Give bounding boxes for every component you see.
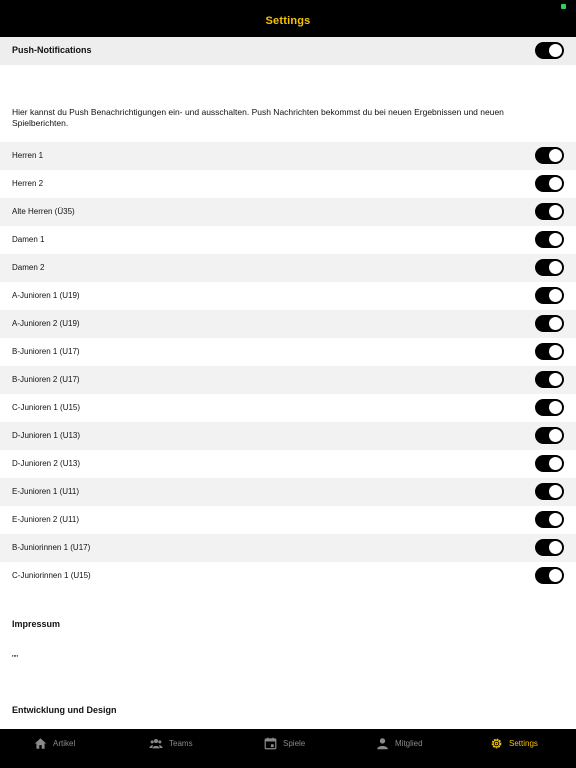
team-row bbox=[0, 394, 576, 422]
team-row bbox=[0, 366, 576, 394]
team-row bbox=[0, 226, 576, 254]
team-row bbox=[0, 478, 576, 506]
nav-bar bbox=[0, 0, 576, 37]
team-row bbox=[0, 254, 576, 282]
team-row bbox=[0, 422, 576, 450]
team-notification-toggle[interactable] bbox=[535, 427, 564, 444]
home-icon bbox=[34, 737, 47, 750]
person-icon bbox=[376, 737, 389, 750]
tab-artikel-label: Artikel bbox=[53, 738, 76, 748]
impressum-section bbox=[0, 590, 576, 729]
tab-mitglied[interactable] bbox=[376, 729, 423, 757]
team-notification-toggle[interactable] bbox=[535, 315, 564, 332]
team-toggle-list bbox=[0, 142, 576, 590]
team-notification-toggle[interactable] bbox=[535, 511, 564, 528]
team-row bbox=[0, 198, 576, 226]
team-row bbox=[0, 562, 576, 590]
team-row bbox=[0, 310, 576, 338]
battery-icon bbox=[561, 4, 566, 9]
tab-spiele-label: Spiele bbox=[283, 738, 306, 748]
tab-settings-label: Settings bbox=[509, 738, 538, 748]
team-notification-toggle[interactable] bbox=[535, 287, 564, 304]
team-notification-toggle[interactable] bbox=[535, 567, 564, 584]
development-title: Entwicklung und Design bbox=[12, 705, 117, 715]
tab-artikel[interactable] bbox=[34, 729, 75, 757]
tab-teams[interactable] bbox=[149, 729, 193, 757]
team-notification-toggle[interactable] bbox=[535, 343, 564, 360]
team-label: B-Junioren 1 (U17) bbox=[12, 347, 80, 356]
page-title: Settings bbox=[265, 15, 311, 27]
impressum-body: "" bbox=[12, 653, 19, 663]
push-description-text: Hier kannst du Push Benachrichtigungen ein- und ausschalten. Push Nachrichten bekommst du bei neuen Ergebnissen und neuen Spielberichten. bbox=[12, 107, 504, 128]
team-row bbox=[0, 338, 576, 366]
team-label: B-Juniorinnen 1 (U17) bbox=[12, 543, 91, 552]
team-row bbox=[0, 142, 576, 170]
push-notifications-toggle[interactable] bbox=[535, 42, 564, 59]
settings-scroll-view[interactable] bbox=[0, 37, 576, 729]
team-notification-toggle[interactable] bbox=[535, 371, 564, 388]
push-notifications-label: Push-Notifications bbox=[12, 45, 92, 55]
team-label: E-Junioren 2 (U11) bbox=[12, 515, 79, 524]
push-notifications-row bbox=[0, 37, 576, 65]
team-label: Damen 2 bbox=[12, 263, 45, 272]
team-label: B-Junioren 2 (U17) bbox=[12, 375, 80, 384]
team-row bbox=[0, 170, 576, 198]
team-notification-toggle[interactable] bbox=[535, 455, 564, 472]
team-row bbox=[0, 282, 576, 310]
team-label: A-Junioren 2 (U19) bbox=[12, 319, 80, 328]
team-notification-toggle[interactable] bbox=[535, 399, 564, 416]
impressum-title: Impressum bbox=[12, 619, 61, 629]
team-label: D-Junioren 1 (U13) bbox=[12, 431, 81, 440]
team-label: Herren 2 bbox=[12, 179, 44, 188]
team-label: Damen 1 bbox=[12, 235, 45, 244]
team-row bbox=[0, 450, 576, 478]
team-label: C-Juniorinnen 1 (U15) bbox=[12, 571, 91, 580]
team-row bbox=[0, 506, 576, 534]
group-icon bbox=[149, 737, 163, 750]
tab-mitglied-label: Mitglied bbox=[395, 738, 423, 748]
push-description bbox=[0, 65, 576, 142]
team-notification-toggle[interactable] bbox=[535, 259, 564, 276]
tab-bar bbox=[0, 729, 576, 768]
team-label: Herren 1 bbox=[12, 151, 44, 160]
tab-settings[interactable] bbox=[490, 729, 538, 757]
team-label: E-Junioren 1 (U11) bbox=[12, 487, 79, 496]
team-notification-toggle[interactable] bbox=[535, 175, 564, 192]
calendar-icon bbox=[264, 737, 277, 750]
team-notification-toggle[interactable] bbox=[535, 539, 564, 556]
team-label: C-Junioren 1 (U15) bbox=[12, 403, 81, 412]
team-notification-toggle[interactable] bbox=[535, 203, 564, 220]
team-notification-toggle[interactable] bbox=[535, 231, 564, 248]
gear-icon bbox=[490, 737, 503, 750]
team-row bbox=[0, 534, 576, 562]
tab-teams-label: Teams bbox=[169, 738, 193, 748]
team-label: A-Junioren 1 (U19) bbox=[12, 291, 80, 300]
team-notification-toggle[interactable] bbox=[535, 483, 564, 500]
tab-spiele[interactable] bbox=[264, 729, 305, 757]
team-label: Alte Herren (Ü35) bbox=[12, 207, 75, 216]
team-label: D-Junioren 2 (U13) bbox=[12, 459, 81, 468]
team-notification-toggle[interactable] bbox=[535, 147, 564, 164]
